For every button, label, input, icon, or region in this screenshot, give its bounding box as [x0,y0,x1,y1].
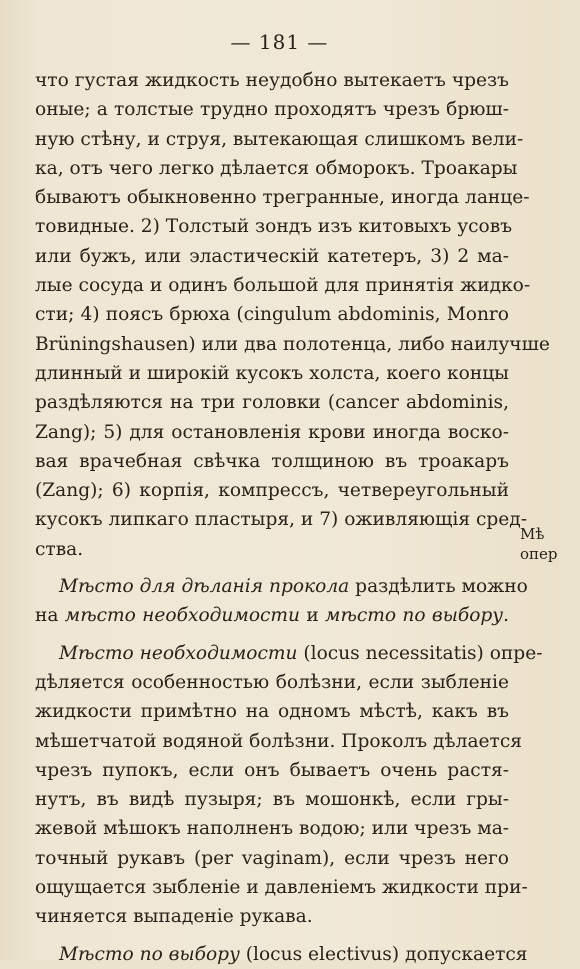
text-span: ка, отъ чего легко дѣлается обморокъ. Троакары [35,157,518,179]
text-span: раздѣлить можно [349,576,528,598]
text-line [35,447,509,476]
text-span: жидкости примѣтно на одномъ мѣстѣ, какъ въ [35,701,509,723]
text-line [35,271,531,300]
text-line [35,154,518,183]
text-span: жевой мѣшокъ наполненъ водою; или чрезъ ма- [35,818,510,840]
text-line [35,697,509,726]
text-line [35,418,509,447]
text-line [35,66,509,95]
text-span: ную стѣну, и струя, вытекающая слишкомъ вели- [35,128,524,150]
text-span: нутъ, въ видѣ пузыря; въ мошонкѣ, если гры- [35,789,509,811]
italic-term: мѣсто необходимости [64,605,301,627]
text-line [35,873,528,902]
text-line [35,902,509,931]
text-line [35,535,509,564]
text-span: оные; а толстые трудно проходятъ чрезъ брюш- [35,99,509,121]
text-span: товидные. 2) Толстый зондъ изъ китовыхъ усовъ [35,216,513,238]
text-span: раздѣляются на три головки (cancer abdominis, [35,392,509,414]
text-line [35,359,509,388]
text-span: бываютъ обыкновенно трегранные, иногда ланце- [35,187,530,209]
text-line [35,814,509,843]
text-line [35,183,530,212]
text-line [35,388,509,417]
text-span: мѣшетчатой водяной болѣзни. Проколъ дѣлается [35,730,522,752]
margin-note-line: опер [520,545,558,563]
text-line [35,95,509,124]
text-span: длинный и широкій кусокъ холста, коего концы [35,362,509,384]
text-span: или бужъ, или эластическій катетеръ, 3) 2 ма- [35,245,509,267]
text-line [35,639,543,668]
text-line [35,668,509,697]
text-span: (Zang); 6) корпія, компрессъ, четвереугольный [35,480,509,502]
text-span: чиняется выпаденіе рукава. [35,906,313,928]
text-span: Brüningshausen) или два полотенца, либо наилучше [35,333,550,355]
text-line [35,125,524,154]
italic-term: мѣсто по выбору. [325,605,509,627]
text-line [35,844,509,873]
margin-note-line: Мѣ [520,525,545,543]
text-line [35,727,522,756]
text-span: вая врачебная свѣчка толщиною въ троакаръ [35,450,509,472]
text-span: кусокъ липкаго пластыря, и 7) оживляющія сред- [35,509,528,531]
text-span: Zang); 5) для остановленія крови иногда воско- [35,421,509,443]
text-line [35,476,509,505]
text-span: и [300,605,326,627]
text-span: чрезъ пупокъ, если онъ бываетъ очень растя- [35,759,509,781]
text-line [35,300,509,329]
text-span: лые сосуда и одинъ большой для принятія жидко- [35,275,531,297]
italic-term: Мѣсто необходимости [59,642,298,664]
text-line [35,330,550,359]
page-number: — 181 — [230,30,329,54]
text-line [35,572,528,601]
italic-term: Мѣсто для дѣланія прокола [59,576,350,598]
text-span: ощущается зыбленіе и давленіемъ жидкости при- [35,877,528,899]
text-line [35,785,509,814]
text-span: дѣляется особенностью болѣзни, если зыбленіе [35,671,509,693]
text-span: (locus necessitatis) опре- [297,642,543,664]
text-line [35,505,528,534]
italic-term: Мѣсто по выбору [59,943,240,965]
text-span: ства. [35,538,84,560]
text-line [35,756,509,785]
text-span: что густая жидкость неудобно вытекаетъ чрезъ [35,70,509,91]
text-span: (locus electivus) допускается [239,943,528,965]
text-line [35,601,509,630]
text-span: на [35,605,65,627]
text-line [35,242,509,271]
text-span: точный рукавъ (per vaginam), если чрезъ него [35,847,509,869]
text-line [35,212,513,241]
text-span: сти; 4) поясъ брюха (cingulum abdominis, Monro [35,304,509,326]
text-line [35,940,528,969]
